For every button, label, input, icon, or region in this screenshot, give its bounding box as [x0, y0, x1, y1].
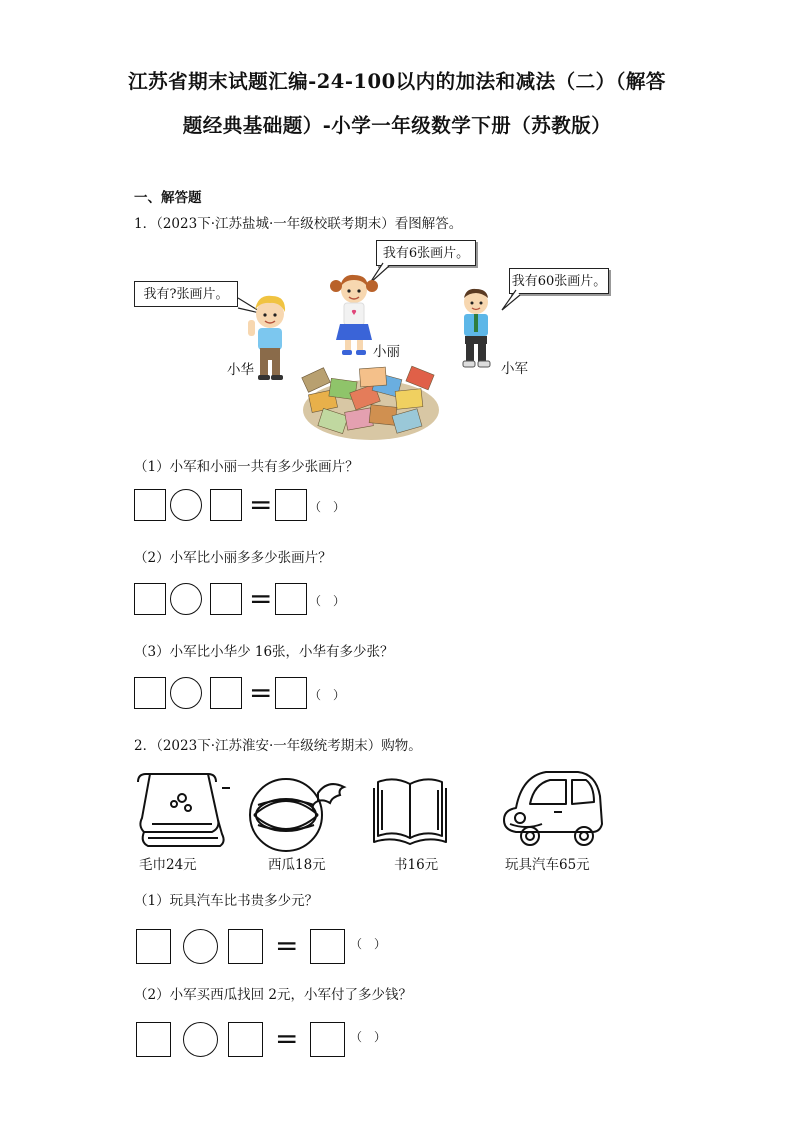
toy-car-caption: 玩具汽车65元 [505, 857, 590, 873]
answer-box[interactable] [210, 489, 242, 521]
equals-sign: = [275, 1022, 299, 1055]
toy-car-icon [496, 766, 610, 850]
bubble-xiaojun: 我有60张画片。 [509, 268, 609, 294]
name-xiaoli: 小丽 [373, 344, 400, 360]
answer-box[interactable] [134, 677, 166, 709]
q2-sub1: （1）玩具汽车比书贵多少元？ [134, 893, 319, 909]
equals-sign: = [249, 676, 273, 709]
answer-box[interactable] [136, 929, 171, 964]
q2-stem: 2．（2023下·江苏淮安·一年级统考期末）购物。 [134, 738, 422, 754]
answer-box[interactable] [210, 677, 242, 709]
bubble-xiaohua: 我有?张画片。 [134, 281, 238, 307]
answer-box[interactable] [228, 1022, 263, 1057]
answer-box[interactable] [134, 583, 166, 615]
picture-cards-pile-icon [300, 362, 442, 444]
answer-box[interactable] [275, 677, 307, 709]
equals-sign: = [249, 582, 273, 615]
equals-sign: = [249, 488, 273, 521]
book-icon [372, 772, 452, 852]
book-caption: 书16元 [394, 857, 439, 873]
xiaojun-boy-icon [448, 284, 504, 372]
answer-box[interactable] [275, 583, 307, 615]
name-xiaohua: 小华 [227, 362, 254, 378]
unit-paren[interactable]: （ ） [309, 594, 346, 608]
q2-sub2: （2）小军买西瓜找回 2元，小军付了多少钱？ [134, 987, 412, 1003]
unit-paren[interactable]: （ ） [309, 500, 346, 514]
answer-box[interactable] [134, 489, 166, 521]
q1-sub3: （3）小军比小华少 16张，小华有多少张？ [134, 644, 394, 660]
unit-paren[interactable]: （ ） [309, 688, 346, 702]
answer-box[interactable] [136, 1022, 171, 1057]
answer-box[interactable] [210, 583, 242, 615]
q1-sub1: （1）小军和小丽一共有多少张画片？ [134, 459, 359, 475]
towel-icon [134, 768, 234, 852]
name-xiaojun: 小军 [501, 361, 528, 377]
unit-paren[interactable]: （ ） [350, 1030, 387, 1044]
q1-sub2: （2）小军比小丽多多少张画片？ [134, 550, 332, 566]
answer-box[interactable] [228, 929, 263, 964]
watermelon-icon [244, 775, 354, 855]
operator-circle[interactable] [170, 583, 202, 615]
operator-circle[interactable] [183, 929, 218, 964]
watermelon-caption: 西瓜18元 [268, 857, 326, 873]
operator-circle[interactable] [170, 489, 202, 521]
equals-sign: = [275, 929, 299, 962]
q1-stem: 1．（2023下·江苏盐城·一年级校联考期末）看图解答。 [134, 216, 463, 232]
operator-circle[interactable] [183, 1022, 218, 1057]
answer-box[interactable] [310, 929, 345, 964]
doc-title-line1: 江苏省期末试题汇编-24-100以内的加法和减法（二）（解答 [128, 70, 666, 93]
doc-title-line2: 题经典基础题）-小学一年级数学下册（苏教版） [182, 114, 612, 137]
unit-paren[interactable]: （ ） [350, 937, 387, 951]
bubble-xiaoli: 我有6张画片。 [376, 240, 476, 266]
operator-circle[interactable] [170, 677, 202, 709]
answer-box[interactable] [275, 489, 307, 521]
towel-caption: 毛巾24元 [139, 857, 197, 873]
section-heading: 一、解答题 [134, 190, 202, 206]
answer-box[interactable] [310, 1022, 345, 1057]
